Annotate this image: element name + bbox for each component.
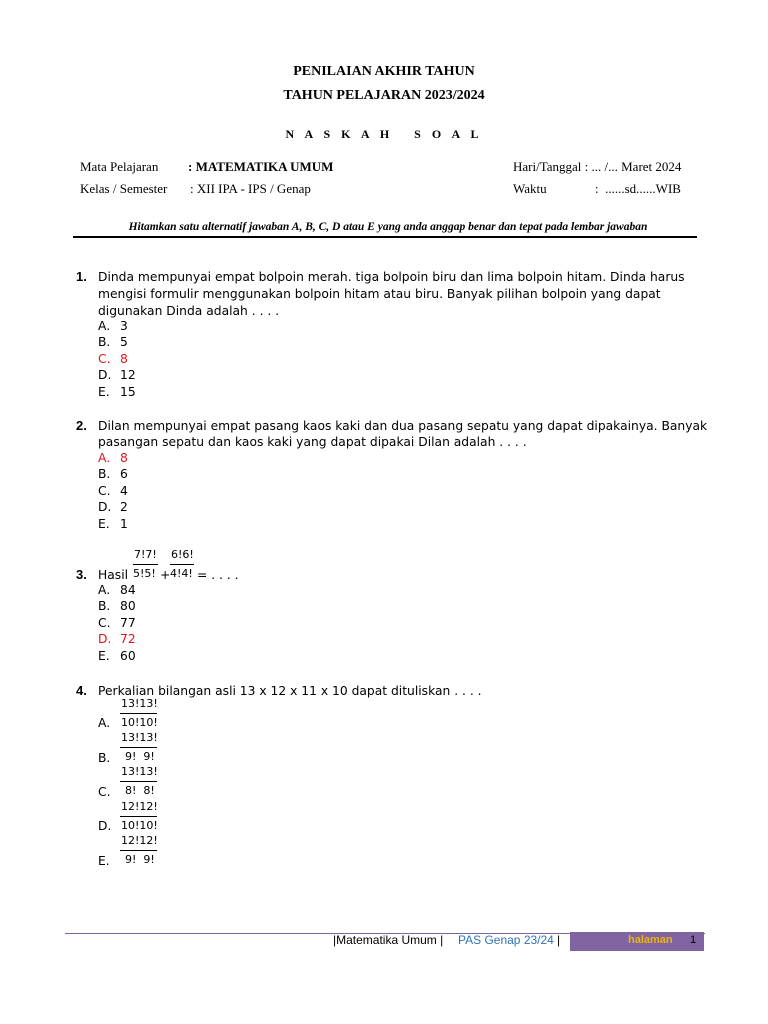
question-3-fraction-2-denominator: 4!4! bbox=[170, 567, 193, 580]
footer-exam: PAS Genap 23/24 bbox=[458, 933, 554, 947]
question-4-option-a-denominator: 10!10! bbox=[121, 716, 158, 729]
footer-subject: |Matematika Umum | bbox=[333, 933, 444, 947]
question-1-option-a[interactable]: A. 3 bbox=[98, 319, 128, 333]
question-4-option-b-letter[interactable]: B. bbox=[98, 751, 111, 765]
question-4-option-b-denominator: 9! 9! bbox=[125, 750, 155, 763]
question-4-option-d-numerator: 12!12! bbox=[121, 800, 158, 813]
question-2-option-e[interactable]: E. 1 bbox=[98, 517, 128, 531]
question-3-prefix: Hasil bbox=[98, 568, 129, 582]
question-1-line-3: digunakan Dinda adalah . . . . bbox=[98, 304, 280, 318]
question-4-option-c-bar bbox=[120, 781, 157, 782]
question-2-number: 2. bbox=[76, 418, 87, 433]
question-4-option-e-denominator: 9! 9! bbox=[125, 853, 155, 866]
question-3-fraction-1-denominator: 5!5! bbox=[133, 567, 156, 580]
kelas-value: : XII IPA - IPS / Genap bbox=[190, 181, 311, 196]
mapel-label: Mata Pelajaran bbox=[80, 159, 159, 174]
instruction-underline bbox=[73, 236, 697, 238]
question-2-line-2: pasangan sepatu dan kaos kaki yang dapat dipakai Dilan adalah . . . . bbox=[98, 435, 527, 449]
question-1-option-d[interactable]: D. 12 bbox=[98, 368, 136, 382]
question-2-option-d[interactable]: D. 2 bbox=[98, 500, 128, 514]
question-3-fraction-2-numerator: 6!6! bbox=[171, 548, 194, 561]
doc-year: TAHUN PELAJARAN 2023/2024 bbox=[283, 88, 485, 103]
question-4-option-c-denominator: 8! 8! bbox=[125, 784, 155, 797]
question-4-option-e-bar bbox=[120, 850, 157, 851]
question-3-option-d[interactable]: D. 72 bbox=[98, 632, 136, 646]
question-4-option-d-bar bbox=[120, 816, 157, 817]
footer-page-number: 1 bbox=[690, 934, 697, 946]
question-4-option-a-numerator: 13!13! bbox=[121, 697, 158, 710]
question-4-line-1: Perkalian bilangan asli 13 x 12 x 11 x 10 dapat dituliskan . . . . bbox=[98, 684, 482, 698]
question-3-suffix: = . . . . bbox=[197, 568, 239, 582]
waktu-value: : ......sd......WIB bbox=[595, 181, 681, 196]
question-4-option-c-letter[interactable]: C. bbox=[98, 785, 111, 799]
question-3-fraction-1-numerator: 7!7! bbox=[134, 548, 157, 561]
question-1-line-1: Dinda mempunyai empat bolpoin merah. tiga bolpoin biru dan lima bolpoin hitam. Dinda harus bbox=[98, 270, 685, 284]
question-3-fraction-1-bar bbox=[133, 564, 158, 565]
footer-halaman-label: halaman bbox=[628, 934, 673, 946]
question-3-fraction-2-bar bbox=[170, 564, 194, 565]
question-1-line-2: mengisi formulir menggunakan bolpoin hitam atau biru. Banyak pilihan bolpoin yang dapat bbox=[98, 287, 661, 301]
question-4-option-b-bar bbox=[120, 747, 157, 748]
question-3-number: 3. bbox=[76, 567, 87, 582]
question-3-option-e[interactable]: E. 60 bbox=[98, 649, 136, 663]
question-4-option-d-letter[interactable]: D. bbox=[98, 819, 112, 833]
question-4-option-d-denominator: 10!10! bbox=[121, 819, 158, 832]
question-1-option-e[interactable]: E. 15 bbox=[98, 385, 136, 399]
kelas-label: Kelas / Semester bbox=[80, 181, 168, 196]
question-2-option-b[interactable]: B. 6 bbox=[98, 467, 128, 481]
doc-title: PENILAIAN AKHIR TAHUN bbox=[293, 64, 475, 79]
question-1-option-b[interactable]: B. 5 bbox=[98, 335, 128, 349]
question-3-option-b[interactable]: B. 80 bbox=[98, 599, 136, 613]
instruction-text: Hitamkan satu alternatif jawaban A, B, C, D atau E yang anda anggap benar dan tepat pada lembar jawaban bbox=[128, 221, 648, 233]
mapel-value: : MATEMATIKA UMUM bbox=[188, 159, 334, 174]
question-1-number: 1. bbox=[76, 269, 87, 284]
question-3-option-c[interactable]: C. 77 bbox=[98, 616, 136, 630]
question-2-option-c[interactable]: C. 4 bbox=[98, 484, 128, 498]
question-4-option-c-numerator: 13!13! bbox=[121, 765, 158, 778]
question-4-option-e-numerator: 12!12! bbox=[121, 834, 158, 847]
question-1-option-c[interactable]: C. 8 bbox=[98, 352, 128, 366]
question-4-option-b-numerator: 13!13! bbox=[121, 731, 158, 744]
question-4-number: 4. bbox=[76, 683, 87, 698]
question-3-option-a[interactable]: A. 84 bbox=[98, 583, 136, 597]
question-2-option-a[interactable]: A. 8 bbox=[98, 451, 128, 465]
question-2-line-1: Dilan mempunyai empat pasang kaos kaki dan dua pasang sepatu yang dapat dipakainya. Banyak bbox=[98, 419, 708, 433]
doc-subtitle: N A S K A H S O A L bbox=[285, 127, 483, 141]
footer-separator: | bbox=[557, 933, 561, 947]
question-4-option-a-bar bbox=[120, 713, 157, 714]
question-4-option-a-letter[interactable]: A. bbox=[98, 716, 111, 730]
waktu-label: Waktu bbox=[513, 181, 547, 196]
question-4-option-e-letter[interactable]: E. bbox=[98, 854, 110, 868]
hari-tanggal: Hari/Tanggal : ... /... Maret 2024 bbox=[513, 159, 682, 174]
question-3-plus: + bbox=[160, 568, 171, 582]
